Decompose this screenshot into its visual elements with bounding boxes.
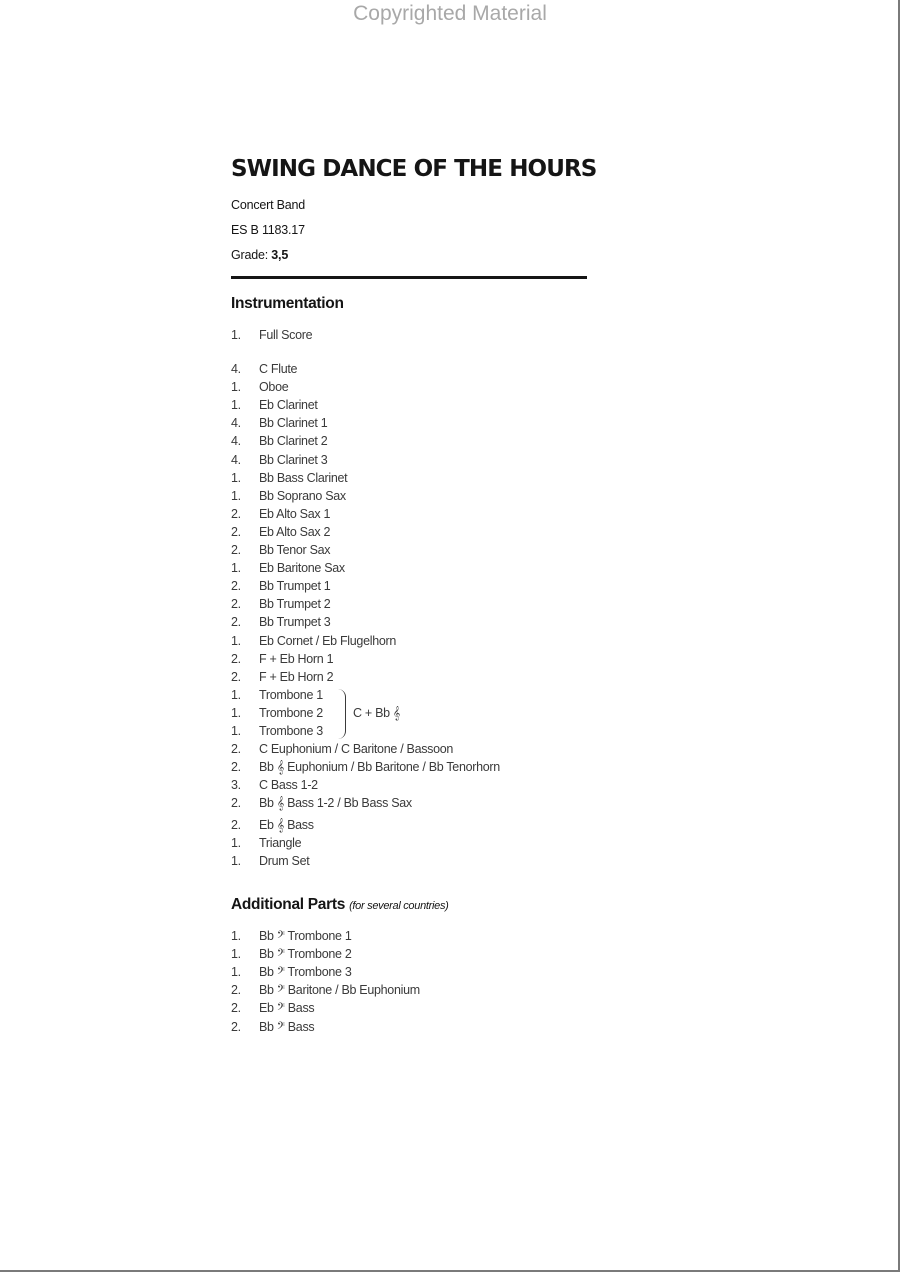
part-name: Bb Clarinet 3 <box>259 452 328 467</box>
part-name: Eb 𝄞 Bass <box>259 817 314 832</box>
grade-label: Grade: <box>231 248 269 262</box>
part-quantity: 1. <box>231 853 241 868</box>
part-name: Trombone 2 <box>259 705 323 720</box>
part-quantity: 4. <box>231 362 241 376</box>
part-name: Bb 𝄢 Trombone 3 <box>259 965 352 980</box>
part-name: Bb 𝄢 Bass <box>259 1019 315 1034</box>
part-name: Bb 𝄢 Trombone 2 <box>259 947 352 962</box>
part-name: Bb 𝄞 Bass 1-2 / Bb Bass Sax <box>259 796 412 811</box>
part-quantity: 1. <box>231 705 241 720</box>
additional-parts-heading <box>231 896 449 914</box>
part-name: F + Eb Horn 1 <box>259 651 334 666</box>
part-quantity: 3. <box>231 778 241 793</box>
trombone-group-label: C + Bb 𝄞 <box>353 706 401 720</box>
part-name: C Bass 1-2 <box>259 778 318 793</box>
part-quantity: 1. <box>231 947 241 962</box>
part-name: Bb Trumpet 1 <box>259 579 331 594</box>
catalog-number: ES B 1183.17 <box>231 223 305 237</box>
part-name: Eb Alto Sax 1 <box>259 506 331 521</box>
part-quantity: 1. <box>231 380 241 395</box>
part-quantity: 2. <box>231 651 241 666</box>
part-quantity: 2. <box>231 506 241 521</box>
grade-value: 3,5 <box>271 248 289 262</box>
part-quantity: 1. <box>231 724 241 738</box>
part-name: C Euphonium / C Baritone / Bassoon <box>259 742 454 757</box>
part-quantity: 1. <box>231 328 241 342</box>
part-quantity: 2. <box>231 669 241 684</box>
part-quantity: 2. <box>231 796 241 811</box>
part-name: Bb Soprano Sax <box>259 488 346 503</box>
part-quantity: 2. <box>231 742 241 757</box>
part-name: Bb Trumpet 3 <box>259 615 331 630</box>
part-name: Triangle <box>259 835 302 850</box>
copyright-watermark: Copyrighted Material <box>353 2 547 25</box>
part-name: Eb Cornet / Eb Flugelhorn <box>259 633 397 648</box>
part-quantity: 1. <box>231 835 241 850</box>
part-name: Full Score <box>259 328 313 342</box>
part-quantity: 2. <box>231 1001 241 1016</box>
title-divider <box>231 276 587 279</box>
part-name: Eb Clarinet <box>259 398 318 413</box>
part-quantity: 2. <box>231 597 241 612</box>
part-quantity: 2. <box>231 760 241 775</box>
part-name: Bb Clarinet 2 <box>259 434 328 449</box>
part-quantity: 2. <box>231 543 241 557</box>
part-quantity: 2. <box>231 983 241 998</box>
piece-title: SWING DANCE OF THE HOURS <box>231 156 597 182</box>
part-quantity: 2. <box>231 615 241 630</box>
part-quantity: 1. <box>231 965 241 980</box>
instrumentation-heading: Instrumentation <box>231 295 344 312</box>
part-quantity: 2. <box>231 524 241 539</box>
part-name: Oboe <box>259 380 289 395</box>
part-quantity: 4. <box>231 434 241 449</box>
part-name: Drum Set <box>259 853 310 868</box>
part-quantity: 1. <box>231 687 241 702</box>
part-name: Bb 𝄞 Euphonium / Bb Baritone / Bb Tenorhorn <box>259 760 500 775</box>
part-quantity: 1. <box>231 633 241 648</box>
part-quantity: 1. <box>231 398 241 413</box>
part-name: Bb Tenor Sax <box>259 543 331 557</box>
part-quantity: 4. <box>231 416 241 431</box>
additional-parts-title: Additional Parts <box>231 896 346 913</box>
part-name: F + Eb Horn 2 <box>259 669 334 684</box>
ensemble-label: Concert Band <box>231 198 306 212</box>
part-quantity: 4. <box>231 452 241 467</box>
part-name: Bb Clarinet 1 <box>259 416 328 431</box>
part-quantity: 2. <box>231 579 241 594</box>
part-name: Bb 𝄢 Trombone 1 <box>259 929 352 943</box>
part-name: Bb Bass Clarinet <box>259 470 348 485</box>
trombone-group-bracket <box>337 689 346 739</box>
additional-parts-note: (for several countries) <box>349 900 449 912</box>
part-name: Trombone 3 <box>259 724 323 738</box>
part-quantity: 1. <box>231 561 241 576</box>
part-name: Eb Baritone Sax <box>259 561 345 576</box>
part-name: Trombone 1 <box>259 687 323 702</box>
part-name: Bb 𝄢 Baritone / Bb Euphonium <box>259 983 420 998</box>
part-quantity: 2. <box>231 817 241 832</box>
part-name: C Flute <box>259 362 298 376</box>
part-quantity: 2. <box>231 1019 241 1034</box>
grade-line <box>231 248 288 262</box>
part-name: Bb Trumpet 2 <box>259 597 331 612</box>
part-name: Eb Alto Sax 2 <box>259 524 331 539</box>
part-quantity: 1. <box>231 470 241 485</box>
part-quantity: 1. <box>231 929 241 943</box>
part-quantity: 1. <box>231 488 241 503</box>
part-name: Eb 𝄢 Bass <box>259 1001 315 1016</box>
